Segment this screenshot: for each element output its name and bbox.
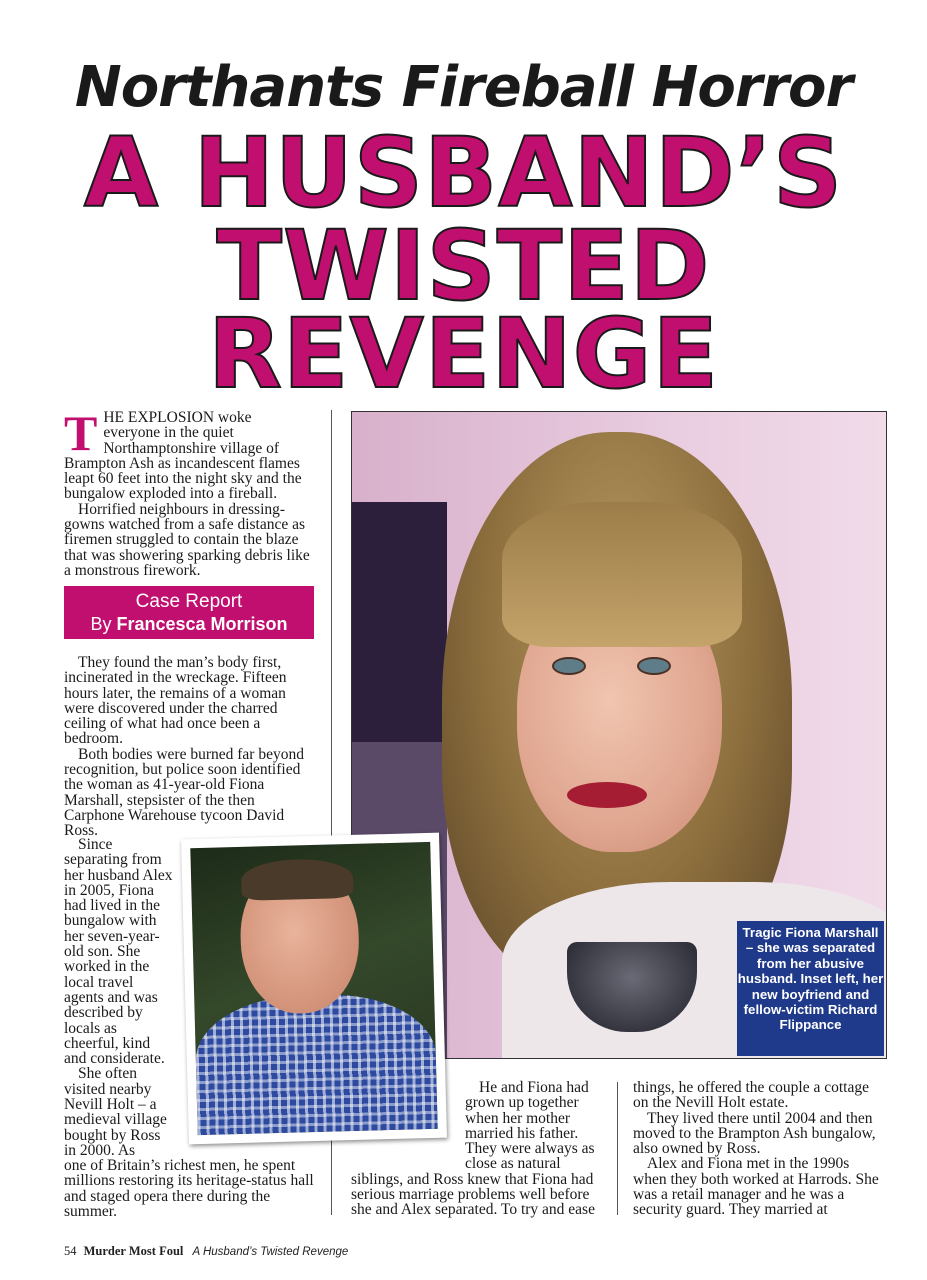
column-3-paragraph-1: things, he offered the couple a cottage on the Nevill Holt estate.: [633, 1079, 869, 1112]
column-3-paragraph-2: They lived there until 2004 and then moved to the Brampton Ash bungalow, also owned by Ross.: [633, 1109, 876, 1158]
byline-by: By: [90, 614, 112, 634]
page-footer: [64, 1244, 348, 1259]
column-3-paragraph-3: Alex and Fiona met in the 1990s when they both worked at Harrods. She was a retail manager and he was a security guard. They married at: [633, 1155, 879, 1219]
kicker: Northants Fireball Horror: [74, 55, 853, 120]
column-1-paragraph-2: Both bodies were burned far beyond recognition, but police soon identified the woman as 41-year-old Fiona Marshall, stepsister of the then Carphone Warehouse tycoon David Ross.: [64, 745, 304, 840]
photo-background-door: [352, 502, 447, 742]
column-1-paragraph-1: They found the man’s body first, incinerated in the wreckage. Fifteen hours later, the remains of a woman were discovered under the charred ceiling of what had once been a bedroom.: [64, 654, 287, 748]
inset-hair: [241, 858, 354, 901]
intro-text: [64, 405, 312, 579]
column-1-paragraph-3: Since separating from her husband Alex in 2005, Fiona had lived in the bungalow with her seven-year-old son. She worked in the local travel agents and was described by locals as cheerful, kind and considerate.: [64, 836, 173, 1068]
intro-paragraph-1: HE EXPLOSION woke everyone in the quiet Northamptonshire village of Brampton Ash as incandescent flames leapt 60 feet into the night sky and the bungalow exploded into a fireball.: [64, 409, 302, 503]
photo-fringe: [502, 502, 742, 647]
column-1-paragraph-4-end: one of Britain’s richest men, he spent millions restoring its heritage-status hall and staged opera there during the summer.: [64, 1157, 314, 1220]
column-rule-2: [617, 1082, 618, 1215]
column-1-bottom: [64, 1158, 324, 1219]
photo-right-eye: [637, 657, 671, 675]
column-2-paragraph-1-end: siblings, and Ross knew that Fiona had serious marriage problems well before she and Alex separated. To try and ease: [351, 1170, 595, 1219]
byline: [64, 614, 314, 635]
headline-line-3: REVENGE: [207, 298, 720, 410]
column-1-narrow: [64, 837, 174, 1158]
byline-box: [64, 586, 314, 639]
column-3: [633, 1080, 885, 1218]
author-name: Francesca Morrison: [116, 614, 288, 634]
photo-left-eye: [552, 657, 586, 675]
headline-line-2: TWISTED: [216, 210, 711, 322]
column-2: [351, 1080, 601, 1218]
headline-line-1: A HUSBAND’S: [83, 117, 844, 229]
column-1-top: [64, 655, 316, 839]
case-report-label: Case Report: [135, 591, 243, 612]
story-title: A Husband’s Twisted Revenge: [192, 1246, 349, 1258]
intro-paragraph-2: Horrified neighbours in dressing-gowns watched from a safe distance as firemen struggled to contain the blaze that was showering sparking debris like a monstrous firework.: [64, 500, 310, 579]
photo-lips: [567, 782, 647, 808]
drop-cap: T: [64, 405, 98, 461]
main-photo-caption: Tragic Fiona Marshall – she was separated from her abusive husband. Inset left, her new boyfriend and fellow-victim Richard Flippance: [737, 921, 884, 1056]
column-1-paragraph-4: She often visited nearby Nevill Holt – a medieval village bought by Ross in 2000. As: [64, 1065, 167, 1159]
page-number: 54: [64, 1244, 77, 1258]
magazine-title: Murder Most Foul: [83, 1244, 184, 1258]
column-2-paragraph-1: He and Fiona had grown up together when her mother married his father. They were always as close as natural: [465, 1079, 595, 1173]
